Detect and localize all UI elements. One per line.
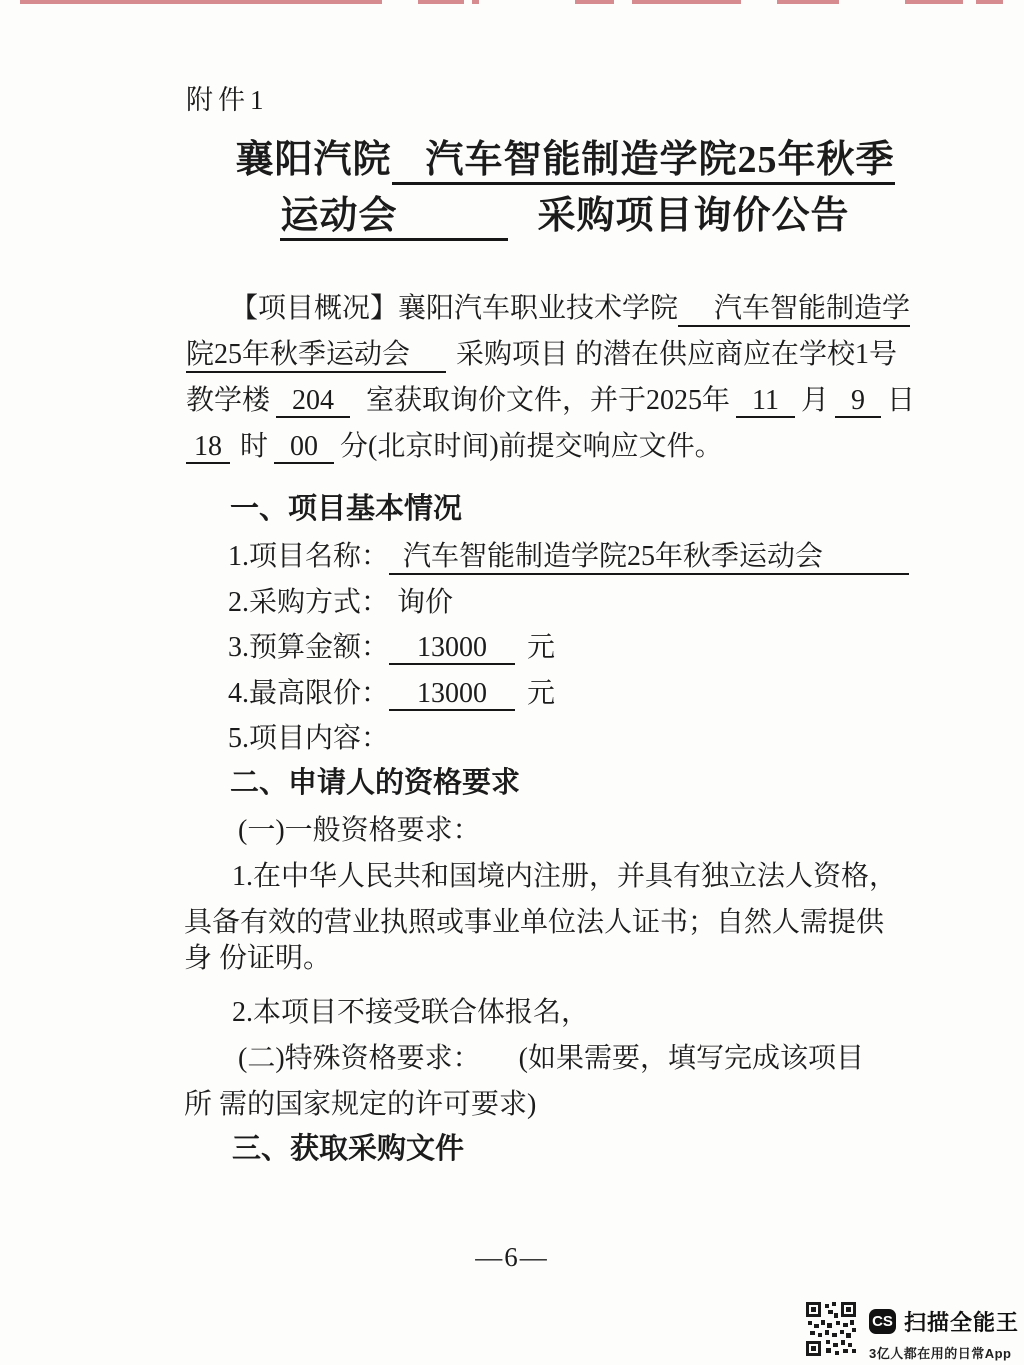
- overview-line-4: [186, 430, 723, 464]
- item-label: 1.项目名称：: [228, 541, 390, 572]
- section1-heading: 一、项目基本情况: [230, 493, 463, 525]
- item-budget-amount: [228, 625, 909, 671]
- title-suffix: 采购项目询价公告: [537, 195, 850, 237]
- item-value: 13000: [389, 632, 515, 665]
- overview-project-name-part1: 汽车智能制造学: [678, 293, 910, 327]
- overview-closing: 分(北京时间)前提交响应文件。: [340, 431, 723, 462]
- document-title: [110, 132, 1020, 244]
- overview-line-2: [186, 338, 897, 372]
- title-prefix: 襄阳汽院: [235, 139, 392, 181]
- general-qualification-heading: (一)一般资格要求：: [238, 815, 481, 846]
- room-number-blank: 204: [276, 385, 350, 418]
- attachment-label: 附件1: [186, 85, 269, 115]
- camscanner-app-name: 扫描全能王: [904, 1310, 1020, 1335]
- special-qualification-heading: (二)特殊资格要求：: [238, 1043, 481, 1074]
- hour-unit: 时: [240, 431, 269, 462]
- item-value: 汽车智能制造学院25年秋季运动会: [389, 541, 909, 575]
- section3-heading: 三、获取采购文件: [232, 1133, 465, 1165]
- overview-after-room: 室获取询价文件，并于2025年: [366, 385, 731, 416]
- overview-line-3: [186, 384, 915, 418]
- overview-line-1: [230, 292, 910, 326]
- item-label: 2.采购方式：: [228, 586, 390, 618]
- item-suffix: 元: [527, 677, 556, 709]
- title-project-name-line1: 汽车智能制造学院25年秋季: [392, 139, 895, 185]
- title-line-1: [110, 132, 1020, 188]
- month-blank: 11: [736, 385, 795, 418]
- camscanner-logo-icon: CS: [869, 1309, 896, 1334]
- item-value: 询价: [397, 586, 454, 618]
- overview-after-name: 采购项目 的潜在供应商应在学校1号: [456, 339, 898, 370]
- special-qualification-line: [238, 1042, 864, 1076]
- building-label: 教学楼: [186, 385, 271, 416]
- title-line-2: [110, 188, 1020, 244]
- clause1-line1: 1.在中华人民共和国境内注册，并具有独立法人资格，: [232, 861, 898, 892]
- item-label: 4.最高限价：: [228, 677, 390, 709]
- watermark-text-block: [869, 1302, 1019, 1362]
- item-value: 13000: [389, 678, 515, 711]
- qr-code-icon: [806, 1302, 856, 1356]
- clause1-line2: 具备有效的营业执照或事业单位法人证书；自然人需提供: [184, 907, 885, 938]
- item-label: 3.预算金额：: [228, 632, 390, 663]
- special-note-part1: (如果需要，填写完成该项目: [518, 1043, 864, 1074]
- clause1-line3: 身 份证明。: [184, 943, 332, 974]
- section2-heading: 二、申请人的资格要求: [230, 767, 521, 799]
- clause2: 2.本项目不接受联合体报名，: [232, 997, 590, 1028]
- camscanner-watermark: [806, 1302, 1019, 1362]
- item-project-name: [228, 534, 909, 580]
- day-blank: 9: [835, 385, 881, 418]
- camscanner-tagline: 3亿人都在用的日常App: [869, 1346, 1012, 1361]
- day-unit: 日: [887, 385, 916, 416]
- hour-blank: 18: [186, 431, 230, 464]
- minute-blank: 00: [274, 431, 334, 464]
- title-project-name-line2: 运动会: [280, 195, 507, 241]
- item-suffix: 元: [527, 632, 556, 663]
- item-procurement-method: [228, 580, 909, 626]
- special-note-part2: 所 需的国家规定的许可要求): [184, 1089, 537, 1120]
- overview-intro: 【项目概况】襄阳汽车职业技术学院: [230, 293, 679, 324]
- section1-items: [228, 534, 909, 762]
- item-label: 5.项目内容：: [228, 723, 390, 754]
- overview-project-name-part2: 院25年秋季运动会: [186, 339, 446, 373]
- page-number: —6—: [475, 1242, 549, 1272]
- month-unit: 月: [801, 385, 830, 416]
- item-project-content: [228, 716, 909, 762]
- item-max-price: [228, 671, 909, 717]
